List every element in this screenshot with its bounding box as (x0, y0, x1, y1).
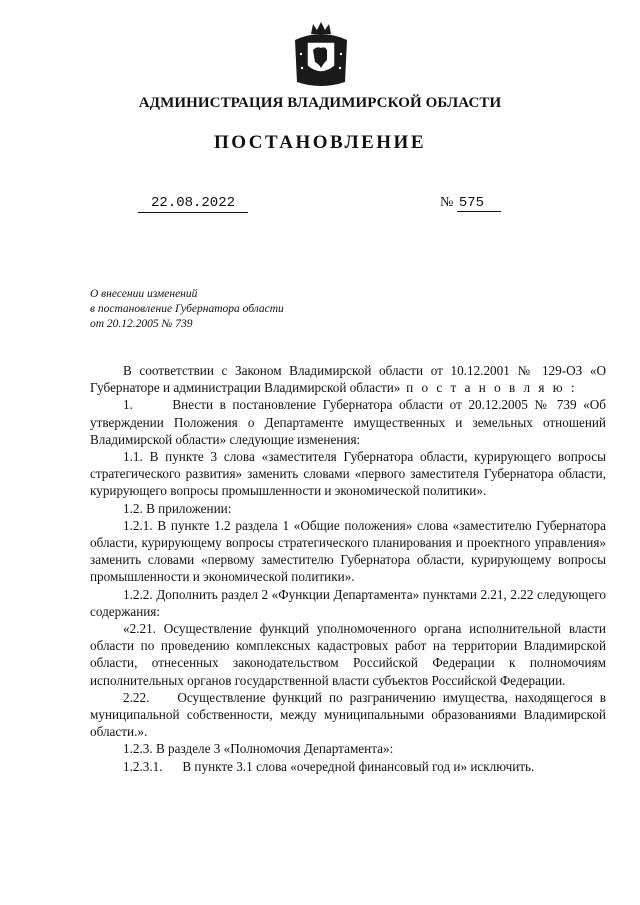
paragraph-1-1: 1.1. В пункте 3 слова «заместителя Губернатора области, курирующего вопросы стратегического развития» заменить словами «первого заместителя Губернатора области, курирующего вопросы промышленности и экономической политики». (90, 449, 606, 499)
subject-line: от 20.12.2005 № 739 (90, 318, 193, 330)
document-subject (90, 287, 350, 332)
paragraph-2-21: «2.21. Осуществление функций уполномоченного органа исполнительной власти области по проведению комплексных кадастровых работ на территории Владимирской области, отнесенных законодательством Российской Федерации к полномочиям исполнительных органов государственной власти субъектов Российской Федерации. (90, 621, 606, 688)
paragraph-intro (90, 362, 606, 396)
organization-name: АДМИНИСТРАЦИЯ ВЛАДИМИРСКОЙ ОБЛАСТИ (138, 95, 502, 111)
document-body (90, 362, 610, 775)
paragraph-1-2-3-1: 1.2.3.1. В пункте 3.1 слова «очередной финансовый год и» исключить. (123, 758, 535, 774)
document-type-title: ПОСТАНОВЛЕНИЕ (213, 132, 427, 153)
paragraph-1: 1. Внести в постановление Губернатора области от 20.12.2005 № 739 «Об утверждении Положения о Департаменте имущественных и земельных отношений Владимирской области» следующие изменения: (90, 397, 610, 447)
paragraph-1-2-3: 1.2.3. В разделе 3 «Полномочия Департамента»: (123, 741, 394, 757)
subject-line: в постановление Губернатора области (90, 303, 284, 315)
paragraph-1-2-2: 1.2.2. Дополнить раздел 2 «Функции Департамента» пунктами 2.21, 2.22 следующего содержания: (90, 586, 606, 619)
number-label: № (440, 195, 454, 210)
paragraph-2-22: 2.22. Осуществление функций по разграничению имущества, находящегося в муниципальной собственности, между муниципальными образованиями Владимирской области.». (90, 689, 610, 740)
document-number (440, 195, 501, 212)
subject-line: О внесении изменений (90, 288, 198, 300)
document-date: 22.08.2022 (138, 195, 248, 213)
coat-of-arms-icon (291, 20, 351, 92)
paragraph-1-2-1: 1.2.1. В пункте 1.2 раздела 1 «Общие положения» слова «заместителю Губернатора области, курирующему вопросы стратегического планирования и проектного управления» заменить словами «первому заместителю Губернатора области, курирующему вопросы промышленности и экономической политики». (90, 517, 606, 585)
intro-resolve: п о с т а н о в л я ю : (400, 380, 578, 396)
paragraph-1-2: 1.2. В приложении: (123, 500, 232, 516)
intro-text: В соответствии с Законом Владимирской области от 10.12.2001 № 129-ОЗ «О Губернаторе и администрации Владимирской области» (90, 363, 606, 396)
number-value: 575 (457, 195, 501, 212)
